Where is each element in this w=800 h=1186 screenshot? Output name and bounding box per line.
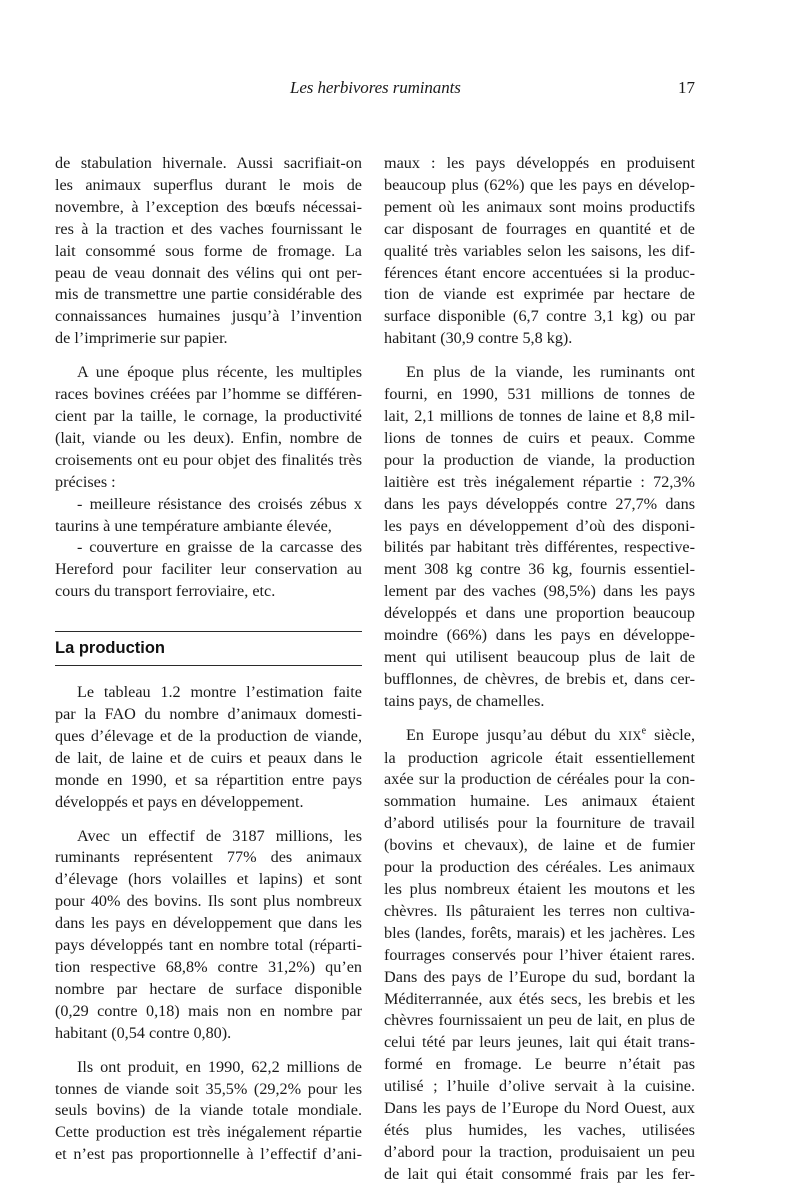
text-line: monde en 1990, et sa répartition entre pays <box>55 770 362 789</box>
paragraph-tableau <box>55 682 362 813</box>
text-line: maux : les pays développés en produisent <box>384 154 695 172</box>
text-line: tains pays, de chamelles. <box>384 691 545 710</box>
text-fragment: siècle, <box>646 725 696 744</box>
text-line: pour la production des céréales. Les animaux <box>384 858 695 877</box>
text-line: pays développés tant en nombre total (réparti- <box>55 936 362 955</box>
text-line: Ils ont produit, en 1990, 62,2 millions de <box>77 1057 362 1076</box>
text-line: étés plus humides, les vaches, utilisées <box>384 1120 695 1139</box>
text-line <box>384 725 695 748</box>
page-number: 17 <box>678 78 695 97</box>
text-line: formé en fromage. Le beurre n’était pas <box>384 1055 695 1074</box>
text-line: novembre, à l’exception des bœufs nécessai- <box>55 197 362 216</box>
century-numeral: XIX <box>618 728 642 743</box>
paragraph-effectif <box>55 826 362 1045</box>
text-line: (0,29 contre 0,18) mais non en nombre par <box>55 1001 362 1020</box>
text-line: tion de viande est exprimée par hectare de <box>384 285 695 304</box>
text-line: Avec un effectif de 3187 millions, les <box>77 826 362 845</box>
running-title: Les herbivores ruminants <box>290 78 461 97</box>
text-line: seuls bovins) de la viande totale mondiale. <box>55 1101 362 1120</box>
text-line: lait, 2,1 millions de tonnes de laine et 8,8 mil- <box>384 406 695 425</box>
text-line: cient par la taille, le cornage, la productivité <box>55 406 362 425</box>
text-line: lions de tonnes de cuirs et peaux. Comme <box>384 428 695 447</box>
list-item-line: - meilleure résistance des croisés zébus x <box>77 494 362 513</box>
text-line: les animaux superflus durant le mois de <box>55 175 362 194</box>
text-line: précises : <box>55 472 116 491</box>
paragraph-lait-laine <box>384 362 695 713</box>
text-line: car disposant de fourrages en quantité et de <box>384 219 695 238</box>
text-line: dans les pays en développement que dans les <box>55 914 362 933</box>
text-line: la production agricole était essentiellement <box>384 748 695 767</box>
text-line: lait consommé sous forme de fromage. La <box>55 241 362 260</box>
text-line: d’abord pour la traction, produisaient un peu <box>384 1142 695 1161</box>
text-line: et n’est pas proportionnelle à l’effectif d’ani- <box>55 1145 362 1164</box>
text-line: utilisé ; l’huile d’olive servait à la cuisine. <box>384 1077 695 1096</box>
text-line: férences étant encore accentuées si la produc- <box>384 263 695 282</box>
text-line: ment qui utilisent beaucoup plus de lait de <box>384 647 695 666</box>
text-line: tion respective 68,8% contre 31,2%) qu’en <box>55 958 362 976</box>
text-line: chèvres. Ils pâturaient les terres non cultiva- <box>384 901 695 920</box>
text-line: A une époque plus récente, les multiples <box>77 363 362 382</box>
text-line: nombre par hectare de surface disponible <box>55 979 362 998</box>
text-line: développés et pays en développement. <box>55 792 304 811</box>
text-line: bles (landes, forêts, marais) et les jachères. Les <box>384 923 695 942</box>
text-line: axée sur la production de céréales pour la con- <box>384 770 695 789</box>
text-line: dans les pays développés contre 27,7% dans <box>384 494 695 513</box>
text-line: laitière est très inégalement répartie : 72,3% <box>384 472 695 491</box>
text-line: croisements ont eu pour objet des finalités très <box>55 450 362 469</box>
text-line: En plus de la viande, les ruminants ont <box>406 363 695 382</box>
left-column <box>55 153 362 1166</box>
text-line: bilités par habitant très différentes, respective- <box>384 538 695 557</box>
text-line: Dans les pays de l’Europe du Nord Ouest, aux <box>384 1099 695 1118</box>
list-item-line: cours du transport ferroviaire, etc. <box>55 582 276 601</box>
text-line: surface disponible (6,7 contre 3,1 kg) ou par <box>384 307 695 326</box>
text-line: les plus nombreux étaient les moutons et les <box>384 880 695 898</box>
text-line: Le tableau 1.2 montre l’estimation faite <box>77 683 362 702</box>
text-line: moindre (66%) dans les pays en développe- <box>384 626 695 645</box>
text-line: celui tété par leurs jeunes, lait qui était trans- <box>384 1033 695 1052</box>
text-line: ment 308 kg contre 36 kg, fournis essentiel- <box>384 560 695 579</box>
text-line: Dans des pays de l’Europe du sud, bordant la <box>384 967 695 986</box>
text-line: (bovins et chevaux), de laine et de fumier <box>384 836 695 855</box>
section-header <box>55 631 362 666</box>
section-rule-bottom <box>55 665 362 666</box>
text-line: fourni, en 1990, 531 millions de tonnes de <box>384 385 695 404</box>
text-line: développés et dans une proportion beaucoup <box>384 604 695 623</box>
right-column <box>384 153 695 1186</box>
text-line: connaissances humaines jusqu’à l’invention <box>55 307 362 326</box>
section-heading: La production <box>55 639 165 658</box>
text-line: de lait qui était consommé frais par les fer- <box>384 1164 695 1183</box>
text-line: de l’imprimerie sur papier. <box>55 329 228 348</box>
text-line: pour 40% des bovins. Ils sont plus nombreux <box>55 892 362 911</box>
text-line: races bovines créées par l’homme se différen- <box>55 385 362 404</box>
text-line: res à la traction et des vaches fournissant le <box>55 219 362 238</box>
text-line: d’abord utilisés pour la fourniture de travail <box>384 814 695 833</box>
text-line: beaucoup plus (62%) que les pays en dévelop- <box>384 175 695 194</box>
text-line: de lait, de laine et de cuirs et peaux dans le <box>55 748 362 767</box>
text-line: les pays en développement d’où des disponi- <box>384 516 695 535</box>
text-line: bufflonnes, de chèvres, de brebis et, dans cer- <box>384 669 695 688</box>
text-line: ruminants représentent 77% des animaux <box>55 848 362 867</box>
text-line: fourrages conservés pour l’hiver étaient rares. <box>384 945 695 964</box>
text-line: tonnes de viande soit 35,5% (29,2% pour les <box>55 1079 362 1098</box>
paragraph-europe-histoire <box>384 725 695 1186</box>
text-line: ques d’élevage et de la production de viande, <box>55 726 362 745</box>
paragraph-pays-developpes <box>384 153 695 350</box>
superscript: e <box>641 725 647 737</box>
running-header <box>0 78 800 104</box>
text-line: chèvres fournissaient un peu de lait, en plus de <box>384 1011 695 1030</box>
text-line: de stabulation hivernale. Aussi sacrifiait-on <box>55 154 362 172</box>
text-line: pour la production de viande, la production <box>384 450 695 469</box>
list-item-line: - couverture en graisse de la carcasse des <box>77 538 362 557</box>
text-line: par la FAO du nombre d’animaux domesti- <box>55 705 362 724</box>
list-item-line: taurins à une température ambiante élevée, <box>55 516 332 535</box>
paragraph-races-bovines <box>55 362 362 603</box>
text-line: lement par des vaches (98,5%) dans les pays <box>384 582 695 601</box>
text-line: sommation humaine. Les animaux étaient <box>384 792 695 811</box>
text-line: habitant (30,9 contre 5,8 kg). <box>384 329 573 348</box>
text-line: Cette production est très inégalement répartie <box>55 1123 362 1142</box>
paragraph-viande <box>55 1057 362 1167</box>
text-line: (lait, viande ou les deux). Enfin, nombre de <box>55 428 362 447</box>
text-line: peau de veau donnait des vélins qui ont per- <box>55 263 362 282</box>
text-line: Méditerrannée, aux étés secs, les brebis et les <box>384 989 695 1008</box>
text-line: habitant (0,54 contre 0,80). <box>55 1023 232 1042</box>
paragraph-stabulation <box>55 153 362 350</box>
text-line: mis de transmettre une partie considérable des <box>55 285 362 304</box>
text-line: d’élevage (hors volailles et lapins) et sont <box>55 870 362 889</box>
list-item-line: Hereford pour faciliter leur conservation au <box>55 560 362 579</box>
text-line: qualité très variables selon les saisons, les dif- <box>384 241 695 260</box>
text-fragment: En Europe jusqu’au début du <box>406 725 619 744</box>
text-line: pement où les animaux sont moins productifs <box>384 197 695 216</box>
